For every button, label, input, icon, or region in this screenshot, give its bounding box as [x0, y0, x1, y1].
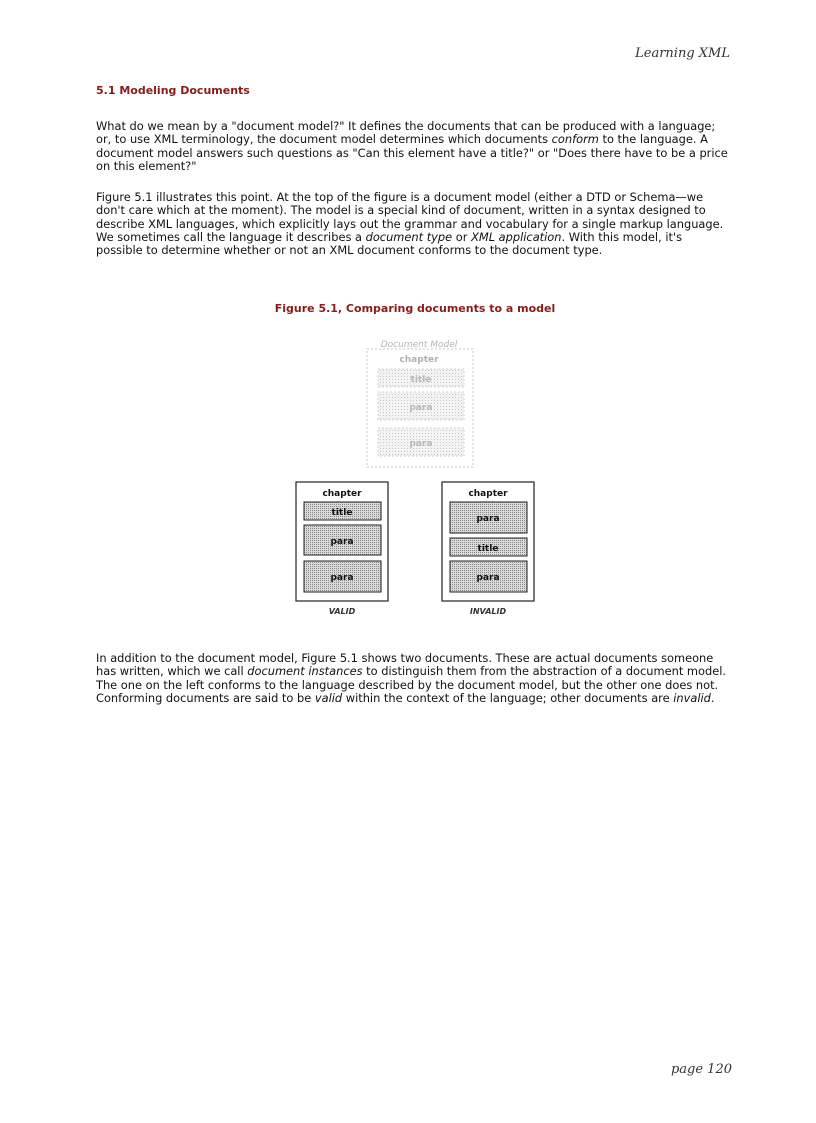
valid-child-label: title: [331, 508, 353, 518]
model-label: Document Model: [380, 340, 458, 350]
model-root-label: chapter: [399, 355, 439, 365]
model-child-label: title: [410, 375, 432, 385]
document-model-group: [367, 340, 473, 467]
invalid-label: INVALID: [469, 607, 507, 616]
emphasis-term: document instances: [247, 664, 363, 679]
figure-5-1: [290, 334, 546, 620]
emphasis-term: XML application: [471, 229, 562, 244]
model-child-label: para: [409, 439, 433, 449]
page-number: page 120: [670, 1062, 732, 1077]
invalid-document-group: [442, 482, 534, 616]
emphasis-term: invalid: [673, 690, 711, 705]
valid-label: VALID: [328, 607, 356, 616]
figure-caption: Figure 5.1, Comparing documents to a model: [274, 302, 556, 315]
invalid-child-label: para: [476, 514, 500, 524]
model-child-label: para: [409, 403, 433, 413]
emphasis-term: valid: [314, 690, 343, 705]
invalid-root-label: chapter: [468, 489, 508, 499]
valid-child-label: para: [330, 573, 354, 583]
section-heading: 5.1 Modeling Documents: [96, 84, 250, 97]
paragraph-document-instances: In addition to the document model, Figure 5.1 shows two documents. These are actual documents someone has written, which we call document instances to distinguish them from the abstraction of a document model. The one on the left conforms to the language described by the document model, but the other one does not. Conforming documents are said to be valid within the context of the language; other documents are invalid.: [96, 651, 727, 705]
invalid-child-label: para: [476, 573, 500, 583]
emphasis-term: conform: [551, 132, 599, 147]
valid-document-group: [296, 482, 388, 616]
invalid-child-label: title: [477, 544, 499, 554]
emphasis-term: document type: [365, 229, 453, 244]
running-header: Learning XML: [635, 46, 730, 61]
valid-root-label: chapter: [322, 489, 362, 499]
valid-child-label: para: [330, 537, 354, 547]
paragraph-figure-intro: Figure 5.1 illustrates this point. At the top of the figure is a document model (either a DTD or Schema—we don't care which at the moment). The model is a special kind of document, written in a syntax designed to describe XML languages, which explicitly lays out the grammar and vocabulary for a single markup language. We sometimes call the language it describes a document type or XML application. With this model, it's possible to determine whether or not an XML document conforms to the document type.: [96, 190, 724, 258]
figure-diagram: [290, 334, 546, 620]
paragraph-document-model: What do we mean by a "document model?" It defines the documents that can be produced with a language; or, to use XML terminology, the document model determines which documents conform to the language. A document model answers such questions as "Can this element have a title?" or "Does there have to be a price on this element?": [96, 119, 728, 173]
